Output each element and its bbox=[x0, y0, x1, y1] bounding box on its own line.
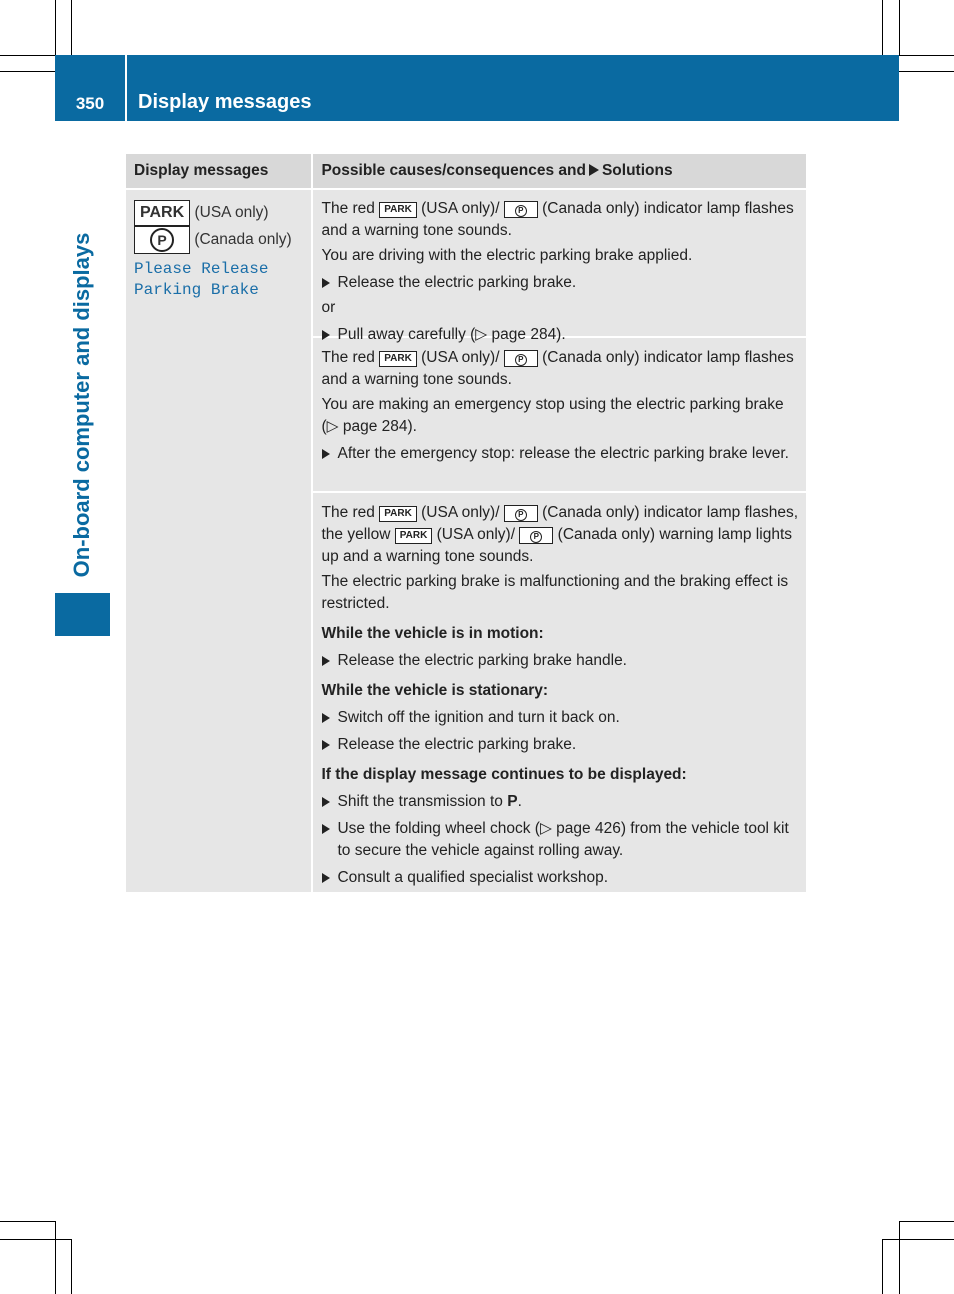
parking-brake-symbol-frame bbox=[504, 350, 538, 367]
intro-text: (Canada only) warning lamp lights up and a warning tone sounds. bbox=[321, 526, 792, 565]
cause-block bbox=[313, 188, 806, 343]
page-number: 350 bbox=[75, 94, 105, 113]
column-header-display-messages: Display messages bbox=[134, 162, 269, 179]
crop-mark bbox=[55, 1221, 56, 1294]
solution-step bbox=[321, 707, 799, 729]
cause-block bbox=[313, 491, 806, 892]
parking-brake-symbol-frame bbox=[134, 226, 190, 254]
parking-brake-p-icon: P bbox=[515, 354, 527, 366]
bullet-arrow-icon bbox=[322, 824, 330, 834]
parking-brake-p-icon: P bbox=[515, 205, 527, 217]
crop-mark bbox=[899, 1221, 900, 1294]
gear-position-p: P bbox=[507, 793, 518, 810]
side-tab-marker bbox=[55, 593, 110, 636]
bullet-arrow-icon bbox=[322, 873, 330, 883]
step-text: Shift the transmission to bbox=[337, 793, 503, 810]
crop-mark bbox=[55, 0, 56, 55]
intro-text: (Canada only) indicator lamp flashes and a warning tone sounds. bbox=[321, 349, 794, 388]
crop-mark bbox=[882, 0, 883, 55]
causes-solutions-column bbox=[311, 188, 806, 892]
display-message-line: Please Release bbox=[134, 260, 269, 278]
arrow-right-icon bbox=[589, 164, 599, 176]
parking-brake-symbol-frame bbox=[504, 505, 538, 522]
bullet-arrow-icon bbox=[322, 449, 330, 459]
or-separator: or bbox=[321, 299, 336, 316]
usa-only-label: (USA only) bbox=[194, 204, 269, 221]
crop-mark bbox=[899, 1221, 954, 1222]
parking-brake-symbol-frame bbox=[504, 201, 538, 218]
usa-only-label: (USA only)/ bbox=[421, 200, 500, 217]
canada-only-label: (Canada only) bbox=[194, 231, 292, 249]
step-text: After the emergency stop: release the electric parking brake lever. bbox=[337, 445, 789, 462]
crop-mark bbox=[899, 71, 954, 72]
step-text: . bbox=[517, 793, 522, 810]
bullet-arrow-icon bbox=[322, 656, 330, 666]
crop-mark bbox=[899, 55, 954, 56]
park-symbol-icon: PARK bbox=[395, 528, 433, 544]
step-text: Consult a qualified specialist workshop. bbox=[337, 869, 609, 886]
solution-step bbox=[321, 867, 799, 889]
crop-mark bbox=[71, 0, 72, 55]
column-header-causes-solutions bbox=[311, 154, 806, 188]
solution-step bbox=[321, 650, 799, 672]
solution-step bbox=[321, 443, 799, 465]
header-divider bbox=[125, 55, 127, 121]
chapter-side-label: On-board computer and displays bbox=[69, 232, 94, 578]
bullet-arrow-icon bbox=[322, 713, 330, 723]
bullet-arrow-icon bbox=[322, 278, 330, 288]
solution-step bbox=[321, 324, 799, 346]
cause-intro bbox=[321, 347, 799, 391]
subheading-motion: While the vehicle is in motion: bbox=[321, 625, 544, 642]
solution-step bbox=[321, 734, 799, 756]
intro-text: The red bbox=[321, 349, 375, 366]
usa-only-label: (USA only)/ bbox=[421, 349, 500, 366]
usa-only-label: (USA only)/ bbox=[436, 526, 516, 543]
park-symbol-icon: PARK bbox=[134, 200, 190, 226]
park-symbol-icon: PARK bbox=[379, 351, 417, 367]
step-text: Use the folding wheel chock (▷ page 426) from the vehicle tool kit to secure the vehicle against rolling away. bbox=[337, 820, 789, 859]
usa-only-label: (USA only)/ bbox=[421, 504, 500, 521]
step-text: Pull away carefully (▷ page 284). bbox=[337, 326, 566, 343]
intro-text: (Canada only) indicator lamp flashes, the yellow bbox=[321, 504, 799, 543]
table-header-row bbox=[126, 154, 806, 188]
display-message-cell bbox=[126, 188, 311, 892]
solution-step bbox=[321, 791, 799, 813]
parking-brake-p-icon: P bbox=[515, 509, 527, 521]
cause-text: The electric parking brake is malfunctioning and the braking effect is restricted. bbox=[321, 573, 789, 612]
display-message-line: Parking Brake bbox=[134, 281, 259, 299]
intro-text: (Canada only) indicator lamp flashes and a warning tone sounds. bbox=[321, 200, 794, 239]
cause-intro bbox=[321, 198, 799, 242]
solution-step bbox=[321, 818, 799, 862]
park-symbol-icon: PARK bbox=[379, 506, 417, 522]
crop-mark bbox=[0, 71, 55, 72]
display-messages-table bbox=[126, 154, 806, 892]
step-text: Release the electric parking brake. bbox=[337, 274, 577, 291]
table-body bbox=[126, 188, 806, 892]
parking-brake-p-icon: P bbox=[530, 531, 542, 543]
bullet-arrow-icon bbox=[322, 797, 330, 807]
step-text: Release the electric parking brake handle. bbox=[337, 652, 627, 669]
bullet-arrow-icon bbox=[322, 330, 330, 340]
cause-text: You are driving with the electric parking brake applied. bbox=[321, 247, 693, 264]
step-text: Switch off the ignition and turn it back on. bbox=[337, 709, 620, 726]
cause-text: You are making an emergency stop using the electric parking brake (▷ page 284). bbox=[321, 396, 784, 435]
crop-mark bbox=[71, 1239, 72, 1294]
crop-mark bbox=[0, 1221, 55, 1222]
crop-mark bbox=[882, 1239, 883, 1294]
subheading-stationary: While the vehicle is stationary: bbox=[321, 682, 549, 699]
solution-step bbox=[321, 272, 799, 294]
parking-brake-p-icon: P bbox=[150, 228, 174, 252]
intro-text: The red bbox=[321, 504, 375, 521]
crop-mark bbox=[882, 1239, 954, 1240]
crop-mark bbox=[0, 55, 55, 56]
column-header-text: Solutions bbox=[601, 162, 673, 179]
page-title: Display messages bbox=[138, 91, 312, 113]
indicator-symbols bbox=[134, 200, 303, 254]
crop-mark bbox=[899, 0, 900, 55]
intro-text: The red bbox=[321, 200, 375, 217]
cause-block bbox=[313, 336, 806, 491]
cause-intro bbox=[321, 502, 799, 568]
park-symbol-icon: PARK bbox=[379, 202, 417, 218]
step-text: Release the electric parking brake. bbox=[337, 736, 577, 753]
bullet-arrow-icon bbox=[322, 740, 330, 750]
subheading-continues: If the display message continues to be displayed: bbox=[321, 766, 687, 783]
parking-brake-symbol-frame bbox=[519, 527, 553, 544]
column-header-text: Possible causes/consequences and bbox=[321, 162, 586, 179]
crop-mark bbox=[0, 1239, 71, 1240]
